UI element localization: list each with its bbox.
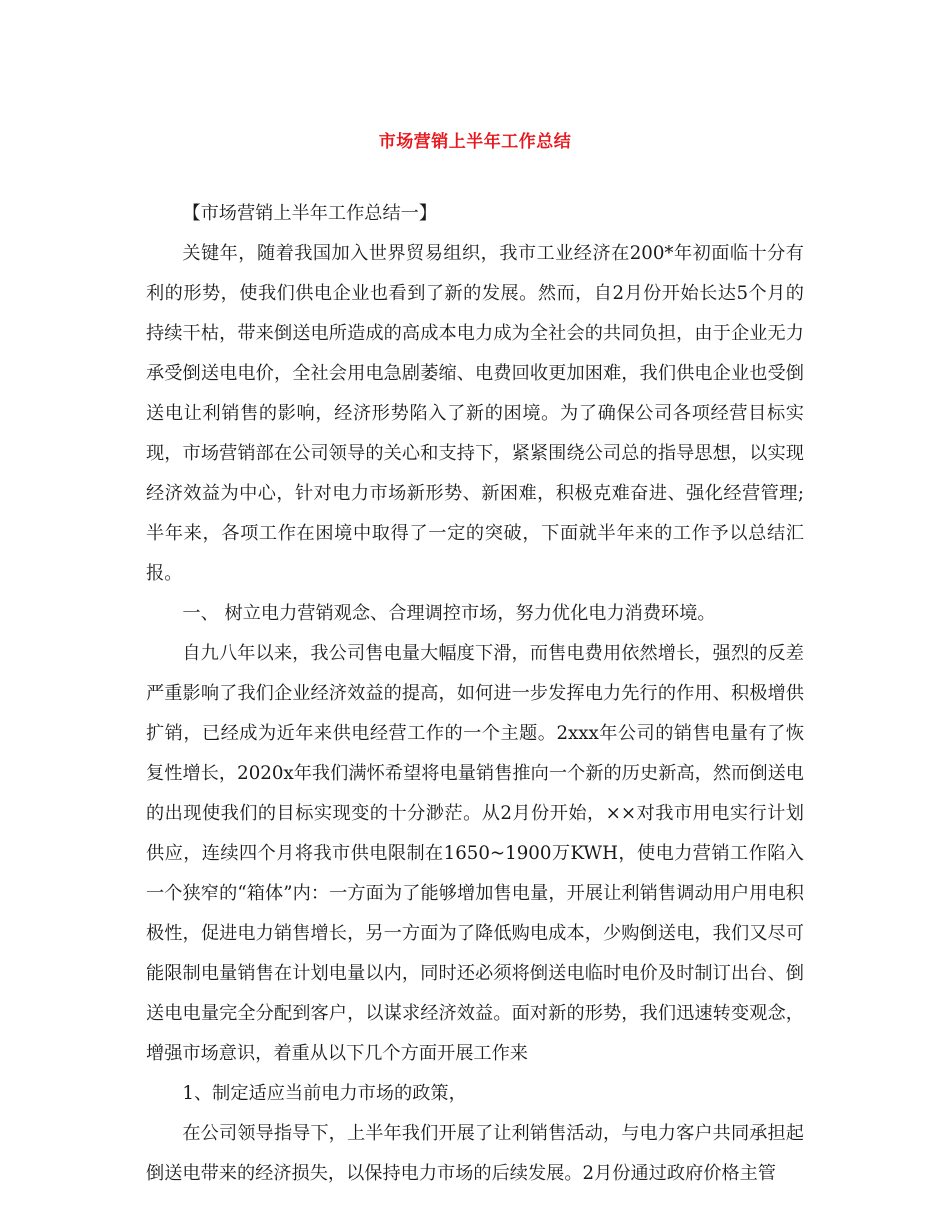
paragraph: 自九八年以来，我公司售电量大幅度下滑，而售电费用依然增长，强烈的反差严重影响了我们企业经济效益的提高，如何进一步发挥电力先行的作用、积极增供扩销，已经成为近年来供电经营工作的一个主题。2xxx年公司的销售电量有了恢复性增长，2020x年我们满怀希望将电量销售推向一个新的历史新高，然而倒送电的出现使我们的目标实现变的十分渺茫。从2月份开始，××对我市用电实行计划供应，连续四个月将我市供电限制在1650~1900万KWH，使电力营销工作陷入一个狭窄的“箱体”内：一方面为了能够增加售电量，开展让利销售调动用户用电积极性，促进电力销售增长，另一方面为了降低购电成本，少购倒送电，我们又尽可能限制电量销售在计划电量以内，同时还必须将倒送电临时电价及时制订出台、倒送电电量完全分配到客户，以谋求经济效益。面对新的形势，我们迅速转变观念，增强市场意识，着重从以下几个方面开展工作来 [146, 643, 804, 1064]
section-heading: 一、 树立电力营销观念、合理调控市场，努力优化电力消费环境。 [182, 603, 716, 624]
paragraph: 关键年，随着我国加入世界贸易组织，我市工业经济在200*年初面临十分有利的形势，使我们供电企业也看到了新的发展。然而，自2月份开始长达5个月的持续干枯，带来倒送电所造成的高成本电力成为全社会的共同负担，由于企业无力承受倒送电电价，全社会用电急剧萎缩、电费回收更加困难，我们供电企业也受倒送电让利销售的影响，经济形势陷入了新的困境。为了确保公司各项经营目标实现，市场营销部在公司领导的关心和支持下，紧紧围绕公司总的指导思想，以实现经济效益为中心，针对电力市场新形势、新困难，积极克难奋进、强化经营管理;半年来，各项工作在困境中取得了一定的突破，下面就半年来的工作予以总结汇报。 [146, 243, 804, 584]
section-heading: 【市场营销上半年工作总结一】 [182, 203, 438, 224]
subsection-heading: 1、制定适应当前电力市场的政策， [182, 1083, 467, 1104]
document-title: 市场营销上半年工作总结 [378, 132, 572, 152]
paragraph: 在公司领导指导下，上半年我们开展了让利销售活动，与电力客户共同承担起倒送电带来的经济损失，以保持电力市场的后续发展。2月份通过政府价格主管 [146, 1123, 804, 1184]
document-body [146, 194, 804, 1194]
